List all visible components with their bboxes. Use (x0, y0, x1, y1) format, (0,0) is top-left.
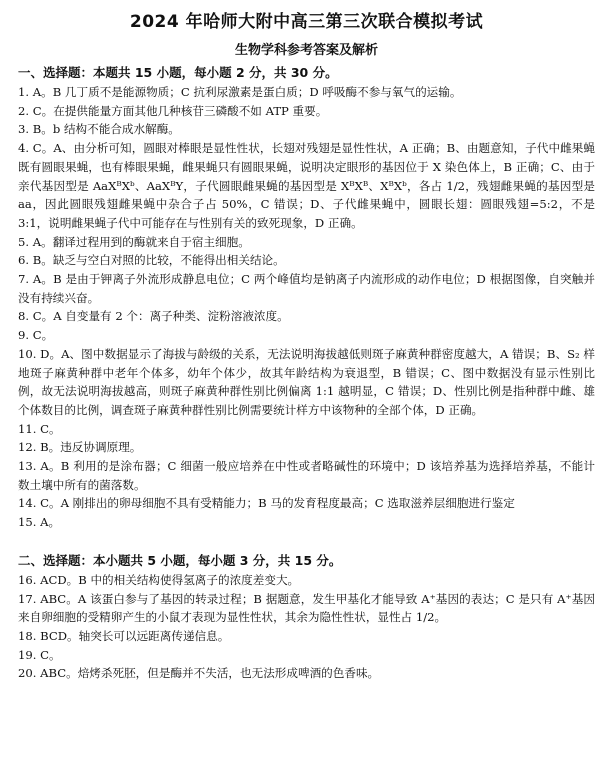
answer-item-6: 6. B。缺乏与空白对照的比较，不能得出相关结论。 (18, 253, 285, 268)
answer-item-14: 14. C。A 刚排出的卵母细胞不具有受精能力；B 马的发育程度最高；C 选取滋养层细胞进行鉴定 (18, 496, 515, 511)
answer-item-4: 4. C。A、由分析可知，圆眼对棒眼是显性性状，长翅对残翅是显性性状，A 正确；B、由题意知，子代中雌果蝇既有圆眼果蝇，也有棒眼果蝇，雌果蝇只有圆眼果蝇，说明决定眼形的基因位于 X 染色体上，B 正确；C、由于亲代基因型是 AaXᴮXᵇ、AaXᴮY，子代圆眼雌果蝇的基因型是 XᴮXᴮ、XᴮXᵇ，各占 1/2，残翅雌果蝇的基因型是 aa，因此圆眼残翅雌果蝇中杂合子占 50%，C 错误；D、子代雌果蝇中，圆眼长翅：圆眼残翅=5:2，不是 3:1，说明雌果蝇子代中可能存在与性别有关的致死现象，D 正确。 (18, 141, 595, 230)
answer-list (18, 83, 595, 532)
document-title: 2024 年哈师大附中高三第三次联合模拟考试 (129, 12, 484, 32)
section-heading: 一、选择题：本题共 15 小题，每小题 2 分，共 30 分。 (18, 65, 338, 80)
section-multi-choice (18, 552, 595, 683)
section-spacer (18, 532, 595, 550)
answer-item-15: 15. A。 (18, 515, 61, 530)
answer-item-19: 19. C。 (18, 647, 61, 662)
answer-item-8: 8. C。A 自变量有 2 个：离子种类、淀粉溶液浓度。 (18, 309, 289, 324)
answer-item-9: 9. C。 (18, 328, 54, 343)
answer-item-20: 20. ABC。焙烤杀死胚，但是酶并不失活，也无法形成啤酒的色香味。 (18, 666, 380, 681)
answer-item-3: 3. B。b 结构不能合成水解酶。 (18, 122, 180, 137)
answer-item-17: 17. ABC。A 该蛋白参与了基因的转录过程；B 据题意，发生甲基化才能导致 A⁺基因的表达；C 是只有 A⁺基因来自卵细胞的受精卵产生的小鼠才表现为显性性状，其余为隐性性状，显性占 1/2。 (18, 591, 595, 625)
answer-item-5: 5. A。翻译过程用到的酶就来自于宿主细胞。 (18, 234, 250, 249)
answer-item-11: 11. C。 (18, 421, 61, 436)
answer-item-13: 13. A。B 利用的是涂布器；C 细菌一般应培养在中性或者略碱性的环境中；D 该培养基为选择培养基，不能计数土壤中所有的菌落数。 (18, 459, 595, 492)
answer-item-16: 16. ACD。B 中的相关结构使得氢离子的浓度差变大。 (18, 572, 300, 587)
section-single-choice (18, 64, 595, 532)
answer-item-7: 7. A。B 是由于钾离子外流形成静息电位；C 两个峰值均是钠离子内流形成的动作电位；D 根据图像，自突触并没有持续兴奋。 (18, 272, 595, 305)
section-heading: 二、选择题：本小题共 5 小题，每小题 3 分，共 15 分。 (18, 552, 342, 568)
answer-item-2: 2. C。在提供能量方面其他几种核苷三磷酸不如 ATP 重要。 (18, 103, 328, 118)
answer-item-10: 10. D。A、图中数据显示了海拔与龄级的关系，无法说明海拔越低则斑子麻黄种群密度越大，A 错误；B、S₂ 样地斑子麻黄种群中老年个体多，幼年个体少，故其年龄结构为衰退型，B 错误；C、图中数据没有显示性别比例，故无法说明海拔越高，则斑子麻黄种群性别比例偏离 1:1 越明显，C 错误；D、性别比例是指种群中雌、雄个体数目的比例，调查斑子麻黄种群性别比例需要统计样方中该物种的全部个体，D 正确。 (18, 346, 595, 417)
answer-item-18: 18. BCD。轴突长可以远距离传递信息。 (18, 628, 230, 643)
answer-item-12: 12. B。违反协调原理。 (18, 440, 142, 455)
document-subtitle: 生物学科参考答案及解析 (234, 43, 378, 58)
answer-item-1: 1. A。B 几丁质不是能源物质；C 抗利尿激素是蛋白质；D 呼吸酶不参与氧气的运输。 (18, 85, 462, 99)
answer-list (18, 571, 595, 683)
